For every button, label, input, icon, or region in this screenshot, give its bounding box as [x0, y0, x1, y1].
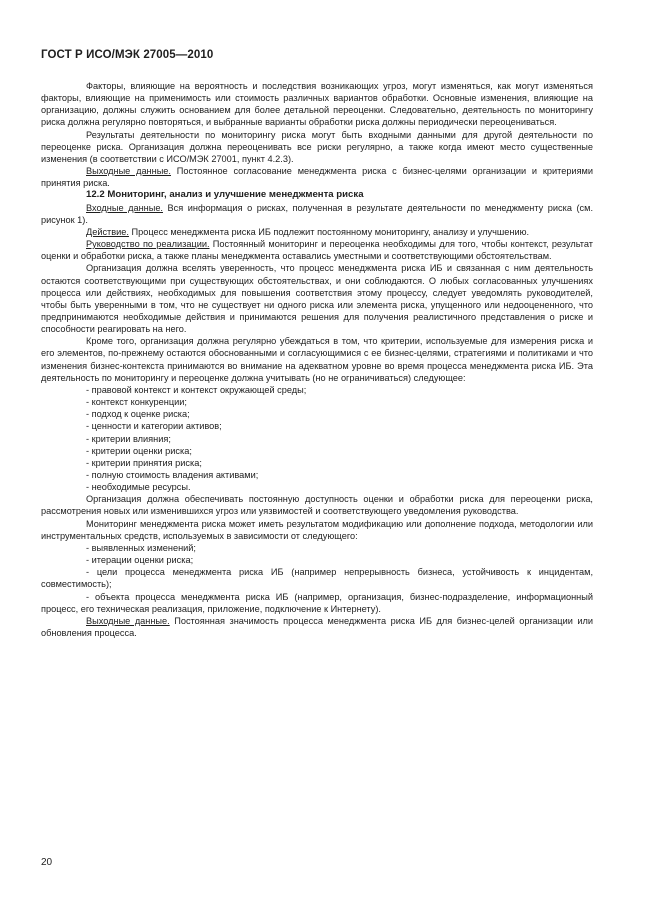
paragraph-input	[41, 202, 593, 226]
list-item: - контекст конкуренции;	[86, 397, 187, 408]
paragraph-output	[41, 165, 593, 189]
paragraph: Факторы, влияющие на вероятность и последствия возникающих угроз, могут изменяться, как могут изменяться факторы, влияющие на применимость или стоимость различных вариантов обработки. Основные изменения, влияющие на организацию, должны служить основанием для более детальной переоценки. Следовательно, деятельность по мониторингу риска должна регулярно повторяться, и выбранные варианты обработки риска должны периодически переоцениваться.	[41, 81, 593, 128]
list-item: - критерии оценки риска;	[86, 445, 192, 456]
output-label: Выходные данные.	[86, 166, 171, 177]
list-item: - критерии принятия риска;	[86, 457, 202, 468]
guidance-text: Постоянный мониторинг и переоценка необходимы для того, чтобы контекст, результат оценки и обработки риска, а также планы менеджмента оставались уместными и соответствующими обстоятельствам.	[41, 239, 593, 262]
paragraph: Организация должна обеспечивать постоянную доступность оценки и обработки риска для переоценки риска, рассмотрения новых или изменившихся угроз или уязвимостей и соответствующего уведомления руководства.	[41, 494, 593, 517]
output-text: Постоянное согласование менеджмента риска с бизнес-целями организации и критериями принятия риска.	[41, 166, 593, 189]
list-item: - итерации оценки риска;	[86, 555, 194, 566]
action-label: Действие.	[86, 226, 129, 237]
list-item: - выявленных изменений;	[86, 542, 196, 553]
paragraph: Кроме того, организация должна регулярно убеждаться в том, что критерии, используемые для измерения риска и его элементов, по-прежнему остаются обоснованными и согласующимися с ее бизнес-целями, стратегиями и политиками и что изменения бизнес-контекста принимаются во внимание на адекватном уровне во время процесса менеджмента риска ИБ. Эта деятельность по мониторингу и переоценке должна учитывать (но не ограничиваться) следующее:	[41, 336, 593, 383]
document-body	[41, 80, 593, 639]
list-item: - полную стоимость владения активами;	[86, 470, 259, 480]
list-item: - объекта процесса менеджмента риска ИБ (например, организация, бизнес-подразделение, информационный процесс, его техническая реализация, приложение, подключение к Интернету).	[41, 591, 593, 614]
list-item: - необходимые ресурсы.	[86, 482, 191, 493]
input-label: Входные данные.	[86, 202, 163, 213]
guidance-label: Руководство по реализации.	[86, 239, 210, 250]
list-item: - подход к оценке риска;	[86, 409, 190, 420]
list-item: - ценности и категории активов;	[86, 421, 222, 432]
list-item: - цели процесса менеджмента риска ИБ (например непрерывность бизнеса, устойчивость к инцидентам, совместимость);	[41, 567, 593, 590]
document-header: ГОСТ Р ИСО/МЭК 27005—2010	[41, 49, 214, 61]
list-item: - критерии влияния;	[86, 433, 171, 444]
action-text: Процесс менеджмента риска ИБ подлежит постоянному мониторингу, анализу и улучшению.	[128, 226, 530, 237]
paragraph-action	[41, 226, 593, 238]
paragraph: Организация должна вселять уверенность, что процесс менеджмента риска ИБ и связанная с ним деятельность остаются соответствующими при существующих обстоятельствах, и они соблюдаются. О любых согласованных улучшениях процесса или действиях, необходимых для повышения соответствия этому процессу, следует уведомлять руководителей, чтобы быть уверенными в том, что не существует ни одного риска или элемента риска, упущенного или недооцененного, что предпринимаются необходимые действия и принимаются решения для получения реалистичного представления о риске и способности реагировать на него.	[41, 263, 593, 335]
output-text: Постоянная значимость процесса менеджмента риска ИБ для бизнес-целей организации или обновления процесса.	[41, 615, 593, 639]
paragraph: Мониторинг менеджмента риска может иметь результатом модификацию или дополнение подхода, методологии или инструментальных средств, используемых в зависимости от следующего:	[41, 518, 593, 541]
paragraph: Результаты деятельности по мониторингу риска могут быть входными данными для другой деятельности по переоценке риска. Организация должна переоценивать все риски регулярно, а также когда имеют место существенные изменения (в соответствии с ИСО/МЭК 27001, пункт 4.2.3).	[41, 129, 593, 164]
input-text: Вся информация о рисках, полученная в результате деятельности по менеджменту риска (см. рисунок 1).	[41, 202, 594, 225]
page-number: 20	[41, 857, 53, 868]
section-heading: 12.2 Мониторинг, анализ и улучшение менеджмента риска	[86, 189, 364, 201]
paragraph-output	[41, 615, 593, 639]
list-item: - правовой контекст и контекст окружающей среды;	[86, 384, 307, 395]
output-label: Выходные данные.	[86, 615, 170, 626]
paragraph-guidance	[41, 238, 593, 262]
